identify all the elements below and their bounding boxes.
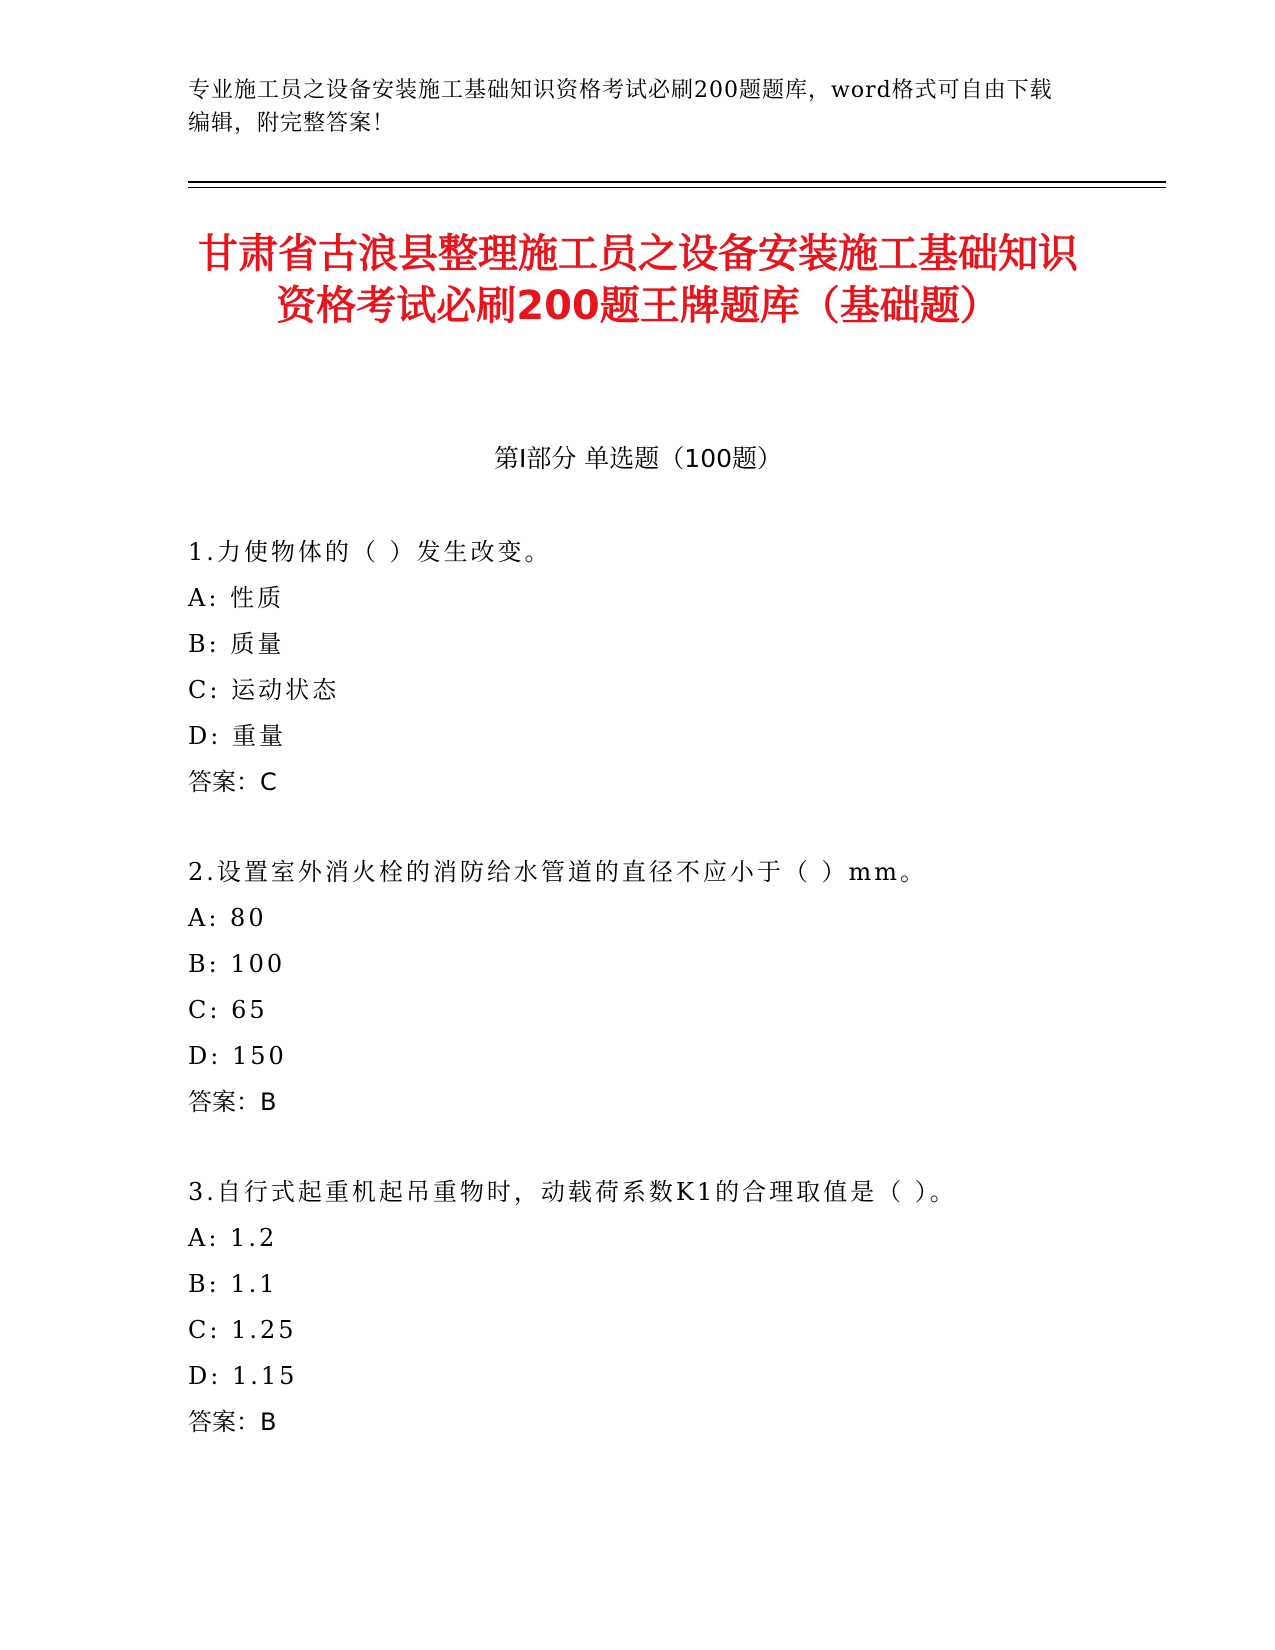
option-a: A: 80	[188, 904, 267, 932]
header-divider-thick	[188, 181, 1166, 183]
option-b: B: 100	[188, 950, 286, 978]
answer-text: 答案：C	[188, 768, 277, 796]
option-a: A: 性质	[188, 584, 285, 612]
option-b: B: 1.1	[188, 1270, 278, 1298]
option-d: D: 1.15	[188, 1362, 298, 1390]
document-title: 甘肃省古浪县整理施工员之设备安装施工基础知识资格考试必刷200题王牌题库（基础题）	[198, 231, 1078, 329]
header-note: 专业施工员之设备安装施工基础知识资格考试必刷200题题库，word格式可自由下载编辑，附完整答案！	[188, 78, 1053, 136]
option-c: C: 运动状态	[188, 676, 340, 704]
answer-text: 答案：B	[188, 1088, 277, 1116]
option-b: B: 质量	[188, 630, 285, 658]
option-a: A: 1.2	[188, 1224, 278, 1252]
question-text: 1.力使物体的（ ）发生改变。	[188, 538, 552, 566]
question-text: 3.自行式起重机起吊重物时，动载荷系数K1的合理取值是（ ）。	[188, 1178, 957, 1206]
header-divider-thin	[188, 187, 1166, 188]
option-c: C: 65	[188, 996, 268, 1024]
option-d: D: 150	[188, 1042, 287, 1070]
question-block	[188, 849, 1168, 1125]
answer-text: 答案：B	[188, 1408, 277, 1436]
option-d: D: 重量	[188, 722, 286, 750]
section-heading: 第I部分 单选题（100题）	[493, 444, 783, 473]
question-block	[188, 529, 1168, 805]
question-text: 2.设置室外消火栓的消防给水管道的直径不应小于（ ）mm。	[188, 858, 928, 886]
option-c: C: 1.25	[188, 1316, 297, 1344]
question-block	[188, 1169, 1168, 1445]
